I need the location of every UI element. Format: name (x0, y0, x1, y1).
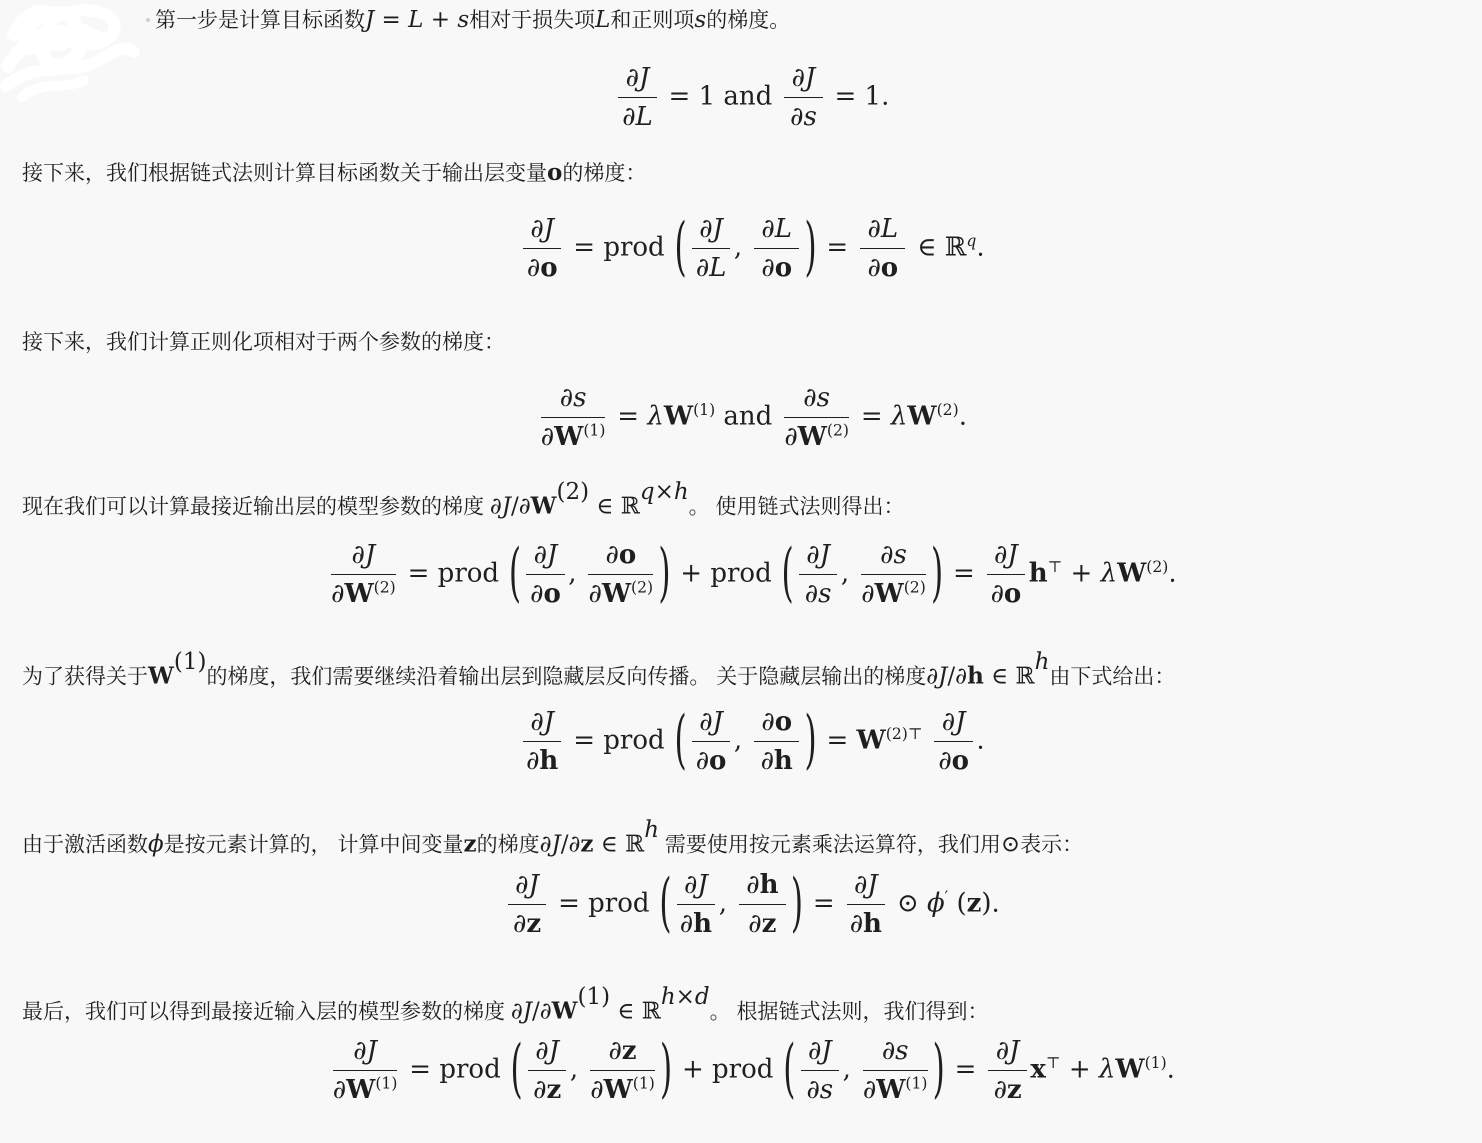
equation-dj-dz: $\frac{\partial J}{\partial z}$ = prod ( $\frac{\partial J}{\partial h}$ , $\frac{\partial h}{\partial z}$ ) = $\frac{\partial J}{\partial h}$ ⊙ ϕ′ (z). (22, 869, 1482, 940)
equation-dj-dh: $\frac{\partial J}{\partial h}$ = prod ( $\frac{\partial J}{\partial o}$ , $\frac{\partial o}{\partial h}$ ) = $W^{(2)⊤}$ $\frac{\partial J}{\partial o}$ . (22, 706, 1482, 777)
equation-dj-dl-dj-ds: $\frac{\partial J}{\partial L}$ = 1 and $\frac{\partial J}{\partial s}$ = 1. (22, 62, 1482, 133)
dot-artifact (146, 18, 150, 22)
equation-dj-dw2: $\frac{\partial J}{\partial W^{(2)}}$ = prod ( $\frac{\partial J}{\partial o}$ , $\frac{\partial o}{\partial W^{(2)}}$ ) + prod ( $\frac{\partial J}{\partial s}$ , $\frac{\partial s}{\partial W^{(2)}}$ ) = $\frac{\partial J}{\partial o}$ $h^⊤ + \lambda W^{(2)}$. (330, 536, 1177, 610)
equation-dj-do: $\frac{\partial J}{\partial o}$ = prod ( $\frac{\partial J}{\partial L}$ , $\frac{\partial L}{\partial o}$ ) = $\frac{\partial L}{\partial o}$ ∈ ℝ$^q$. (22, 213, 1482, 284)
equation-ds-dw: $\frac{\partial s}{\partial W^{(1)}}$ = $\lambda W^{(1)}$ and $\frac{\partial s}{\partial W^{(2)}}$ = $\lambda W^{(2)}$. (540, 383, 967, 452)
paragraph-dj-dh-intro: 为了获得关于W(1)的梯度，我们需要继续沿着输出层到隐藏层反向传播。 关于隐藏层输出的梯度∂J/∂h ∈ ℝh由下式给出： (22, 649, 1176, 690)
paragraph-regularization: 接下来，我们计算正则化项相对于两个参数的梯度： (22, 331, 505, 354)
paragraph-chain-rule-output: 接下来，我们根据链式法则计算目标函数关于输出层变量o的梯度： (22, 159, 647, 186)
paragraph-dj-dw1-intro: 最后，我们可以得到最接近输入层的模型参数的梯度 ∂J/∂W(1) ∈ ℝh×d。 根据链式法则，我们得到： (22, 984, 989, 1025)
equation-dj-dw1: $\frac{\partial J}{\partial W^{(1)}}$ = prod ( $\frac{\partial J}{\partial z}$ , $\frac{\partial z}{\partial W^{(1)}}$ ) + prod ( $\frac{\partial J}{\partial s}$ , $\frac{\partial s}{\partial W^{(1)}}$ ) = $\frac{\partial J}{\partial z}$ $x^⊤ + \lambda W^{(1)}$. (332, 1032, 1175, 1106)
paragraph-dj-dz-intro: 由于激活函数ϕ是按元素计算的， 计算中间变量z的梯度∂J/∂z ∈ ℝh 需要使用按元素乘法运算符，我们用⊙表示： (22, 817, 1084, 858)
paragraph-dj-dw2-intro: 现在我们可以计算最接近输出层的模型参数的梯度 ∂J/∂W(2) ∈ ℝq×h。 使用链式法则得出： (22, 479, 905, 520)
paragraph-step1: 第一步是计算目标函数J = L + s相对于损失项L和正则项s的梯度。 (155, 7, 791, 33)
